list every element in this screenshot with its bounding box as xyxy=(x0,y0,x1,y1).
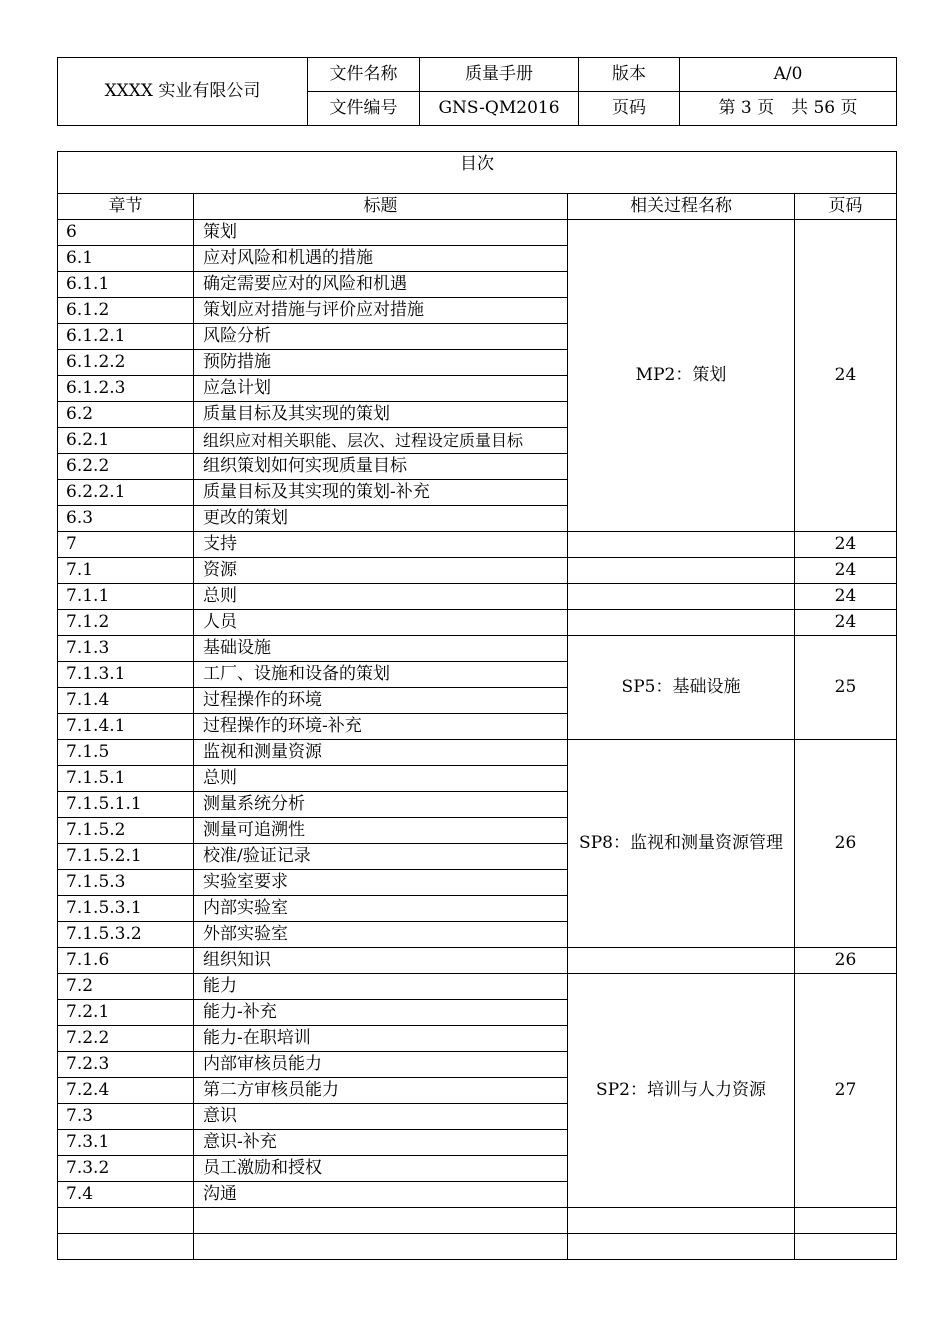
section-number: 7.4 xyxy=(58,1182,194,1208)
process-name xyxy=(568,584,795,610)
page-ref: 24 xyxy=(795,220,897,532)
section-number: 6.1.2 xyxy=(58,298,194,324)
section-title: 应急计划 xyxy=(194,376,568,402)
company-name: XXXX 实业有限公司 xyxy=(58,58,308,126)
section-number: 7.2 xyxy=(58,974,194,1000)
column-header-section: 章节 xyxy=(58,194,194,220)
section-number: 6.2 xyxy=(58,402,194,428)
process-name xyxy=(568,1208,795,1234)
section-number: 7.2.4 xyxy=(58,1078,194,1104)
section-title: 应对风险和机遇的措施 xyxy=(194,246,568,272)
section-title: 内部实验室 xyxy=(194,896,568,922)
process-name xyxy=(568,948,795,974)
section-number xyxy=(58,1208,194,1234)
section-title xyxy=(194,1208,568,1234)
section-title: 过程操作的环境 xyxy=(194,688,568,714)
section-number: 7.1.5.2.1 xyxy=(58,844,194,870)
section-title: 组织知识 xyxy=(194,948,568,974)
process-name-text: MP2：策划 xyxy=(635,365,727,385)
page-ref: 25 xyxy=(795,636,897,740)
version-label: 版本 xyxy=(579,58,680,92)
page-label: 页码 xyxy=(579,92,680,126)
table-of-contents xyxy=(57,151,897,1260)
section-number: 7.2.1 xyxy=(58,1000,194,1026)
process-name xyxy=(568,974,795,1208)
section-number: 6.1 xyxy=(58,246,194,272)
table-row xyxy=(58,740,897,766)
section-number: 6.2.1 xyxy=(58,428,194,454)
section-number: 6.2.2 xyxy=(58,454,194,480)
table-row xyxy=(58,610,897,636)
section-title: 意识 xyxy=(194,1104,568,1130)
section-title: 能力-在职培训 xyxy=(194,1026,568,1052)
section-number: 7.3 xyxy=(58,1104,194,1130)
process-name xyxy=(568,610,795,636)
section-title: 测量可追溯性 xyxy=(194,818,568,844)
section-number: 7.1.5.2 xyxy=(58,818,194,844)
table-row xyxy=(58,584,897,610)
section-number: 7.1.5.1 xyxy=(58,766,194,792)
section-number: 7 xyxy=(58,532,194,558)
section-number: 6 xyxy=(58,220,194,246)
section-title: 预防措施 xyxy=(194,350,568,376)
section-number: 7.1.5.3 xyxy=(58,870,194,896)
page-number: 第 3 页 共 56 页 xyxy=(680,92,897,126)
section-number: 7.1.3 xyxy=(58,636,194,662)
section-title: 组织应对相关职能、层次、过程设定质量目标 xyxy=(194,428,568,454)
doc-no: GNS-QM2016 xyxy=(420,92,579,126)
section-title: 校准/验证记录 xyxy=(194,844,568,870)
section-title: 总则 xyxy=(194,766,568,792)
section-title: 沟通 xyxy=(194,1182,568,1208)
doc-name-label: 文件名称 xyxy=(308,58,420,92)
section-title: 员工激励和授权 xyxy=(194,1156,568,1182)
table-row xyxy=(58,1208,897,1234)
section-title: 能力-补充 xyxy=(194,1000,568,1026)
section-title: 质量目标及其实现的策划 xyxy=(194,402,568,428)
section-number: 7.1.5.3.1 xyxy=(58,896,194,922)
table-row xyxy=(58,220,897,246)
section-title: 内部审核员能力 xyxy=(194,1052,568,1078)
section-number: 7.1.4.1 xyxy=(58,714,194,740)
page-ref xyxy=(795,1234,897,1260)
page-ref: 26 xyxy=(795,948,897,974)
section-number: 6.1.2.1 xyxy=(58,324,194,350)
process-name-text: SP2：培训与人力资源 xyxy=(596,1080,766,1100)
table-row xyxy=(58,948,897,974)
page-ref: 24 xyxy=(795,558,897,584)
section-number: 7.1.6 xyxy=(58,948,194,974)
column-header-page: 页码 xyxy=(795,194,897,220)
column-header-title: 标题 xyxy=(194,194,568,220)
section-title: 组织策划如何实现质量目标 xyxy=(194,454,568,480)
table-row xyxy=(58,558,897,584)
column-header-process: 相关过程名称 xyxy=(568,194,795,220)
table-row xyxy=(58,1234,897,1260)
section-number: 7.2.3 xyxy=(58,1052,194,1078)
doc-name: 质量手册 xyxy=(420,58,579,92)
section-number: 6.3 xyxy=(58,506,194,532)
toc-title: 目次 xyxy=(58,152,897,194)
section-title: 监视和测量资源 xyxy=(194,740,568,766)
process-name-text: SP5：基础设施 xyxy=(621,677,741,697)
process-name xyxy=(568,532,795,558)
table-row xyxy=(58,636,897,662)
section-title: 外部实验室 xyxy=(194,922,568,948)
process-name xyxy=(568,636,795,740)
section-title: 基础设施 xyxy=(194,636,568,662)
section-number: 6.1.2.2 xyxy=(58,350,194,376)
document-header-table xyxy=(57,57,897,126)
section-title: 确定需要应对的风险和机遇 xyxy=(194,272,568,298)
section-title: 总则 xyxy=(194,584,568,610)
section-number: 7.1 xyxy=(58,558,194,584)
section-number: 7.2.2 xyxy=(58,1026,194,1052)
section-title: 过程操作的环境-补充 xyxy=(194,714,568,740)
section-title: 策划 xyxy=(194,220,568,246)
section-number: 7.1.5 xyxy=(58,740,194,766)
page-ref: 27 xyxy=(795,974,897,1208)
section-number: 7.1.3.1 xyxy=(58,662,194,688)
page-ref: 26 xyxy=(795,740,897,948)
process-name xyxy=(568,558,795,584)
section-title: 更改的策划 xyxy=(194,506,568,532)
table-row xyxy=(58,532,897,558)
doc-no-label: 文件编号 xyxy=(308,92,420,126)
process-name xyxy=(568,1234,795,1260)
section-title: 第二方审核员能力 xyxy=(194,1078,568,1104)
process-name xyxy=(568,740,795,948)
section-title: 人员 xyxy=(194,610,568,636)
section-title: 测量系统分析 xyxy=(194,792,568,818)
section-title: 策划应对措施与评价应对措施 xyxy=(194,298,568,324)
process-name-text: SP8：监视和测量资源管理 xyxy=(579,833,783,853)
section-number: 6.2.2.1 xyxy=(58,480,194,506)
section-number: 7.1.1 xyxy=(58,584,194,610)
section-title: 工厂、设施和设备的策划 xyxy=(194,662,568,688)
section-number: 7.3.1 xyxy=(58,1130,194,1156)
section-title: 支持 xyxy=(194,532,568,558)
page-ref: 24 xyxy=(795,532,897,558)
section-number: 7.1.2 xyxy=(58,610,194,636)
section-title: 风险分析 xyxy=(194,324,568,350)
section-title: 能力 xyxy=(194,974,568,1000)
section-number: 7.1.5.3.2 xyxy=(58,922,194,948)
section-number: 7.1.4 xyxy=(58,688,194,714)
section-title: 资源 xyxy=(194,558,568,584)
page-ref xyxy=(795,1208,897,1234)
section-number: 6.1.2.3 xyxy=(58,376,194,402)
section-number: 7.3.2 xyxy=(58,1156,194,1182)
section-number: 7.1.5.1.1 xyxy=(58,792,194,818)
table-row xyxy=(58,974,897,1000)
section-number: 6.1.1 xyxy=(58,272,194,298)
process-name xyxy=(568,220,795,532)
section-number xyxy=(58,1234,194,1260)
section-title: 意识-补充 xyxy=(194,1130,568,1156)
section-title: 质量目标及其实现的策划-补充 xyxy=(194,480,568,506)
section-title xyxy=(194,1234,568,1260)
version-value: A/0 xyxy=(680,58,897,92)
page-ref: 24 xyxy=(795,584,897,610)
section-title: 实验室要求 xyxy=(194,870,568,896)
page-ref: 24 xyxy=(795,610,897,636)
